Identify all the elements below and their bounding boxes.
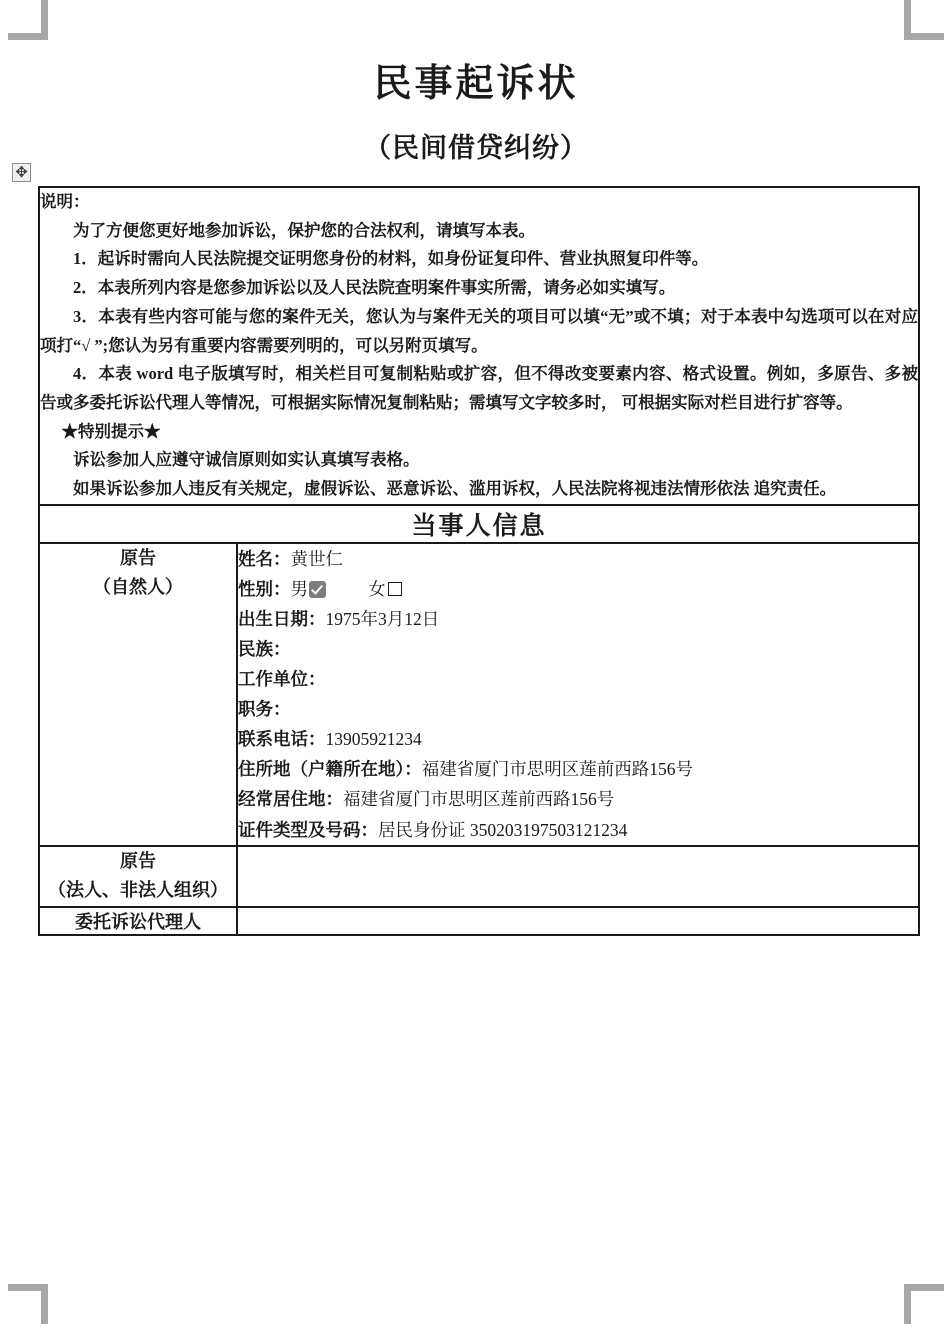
field-birth-date-label: 出生日期： bbox=[238, 608, 326, 629]
field-birth-date bbox=[238, 604, 918, 634]
field-id-document-label: 证件类型及号码： bbox=[238, 819, 378, 840]
page-subtitle: （民间借贷纠纷） bbox=[364, 132, 588, 163]
field-birth-date-value[interactable]: 1975年3月12日 bbox=[325, 608, 440, 629]
instruction-paragraph-2: 2．本表所列内容是您参加诉讼以及人民法院查明案件事实所需，请务必如实填写。 bbox=[73, 278, 676, 298]
row-label-line-2: （自然人） bbox=[93, 577, 183, 598]
instruction-paragraph-1: 1．起诉时需向人民法院提交证明您身份的材料，如身份证复印件、营业执照复印件等。 bbox=[73, 249, 709, 269]
crop-mark-bottom-left bbox=[8, 1284, 48, 1324]
field-position bbox=[238, 694, 918, 724]
row-label-line-1: 原告 bbox=[120, 547, 156, 568]
instructions-heading: 说明： bbox=[40, 192, 90, 211]
checkbox-female-unchecked-icon[interactable] bbox=[388, 582, 402, 596]
field-id-document-value[interactable]: 居民身份证 350203197503121234 bbox=[378, 819, 628, 840]
special-notice-line-1: 如果诉讼参加人违反有关规定，虚假诉讼、恶意诉讼、滥用诉权，人民法院将视违法情形依法 追究责任。 bbox=[73, 479, 837, 499]
party-section-header-row bbox=[39, 505, 919, 543]
plaintiff-legal-entity-fields[interactable] bbox=[237, 846, 919, 907]
gender-male-label: 男 bbox=[290, 578, 308, 599]
field-work-unit bbox=[238, 664, 918, 694]
instruction-paragraph-3: 3．本表有些内容可能与您的案件无关，您认为与案件无关的项目可以填“无”或不填；对于本表中勾选项可以在对应项打“√ ”;您认为另有重要内容需要列明的，可以另附页填写。 bbox=[40, 306, 919, 355]
field-ethnicity-label: 民族： bbox=[238, 639, 291, 660]
field-gender-label: 性别： bbox=[238, 578, 291, 599]
row-label-plaintiff-natural-person bbox=[39, 543, 237, 846]
field-name-value[interactable]: 黄世仁 bbox=[290, 548, 343, 569]
field-work-unit-label: 工作单位： bbox=[238, 669, 326, 690]
table-row-plaintiff-natural-person bbox=[39, 543, 919, 846]
litigation-agent-fields[interactable] bbox=[237, 907, 919, 935]
table-row-plaintiff-legal-entity bbox=[39, 846, 919, 907]
table-row-litigation-agent bbox=[39, 907, 919, 935]
instructions-cell bbox=[39, 187, 919, 505]
page-title: 民事起诉状 bbox=[373, 63, 579, 105]
field-phone-value[interactable]: 13905921234 bbox=[325, 729, 422, 750]
special-notice-title: ★特别提示★ bbox=[61, 421, 161, 441]
field-domicile bbox=[238, 754, 918, 784]
litigation-form-table bbox=[38, 186, 920, 936]
row-label-line-2: （法人、非法人组织） bbox=[48, 880, 228, 901]
field-residence-label: 经常居住地： bbox=[238, 789, 343, 810]
instructions-row bbox=[39, 187, 919, 505]
crop-mark-bottom-right bbox=[904, 1284, 944, 1324]
row-label-line-1: 原告 bbox=[120, 850, 156, 871]
field-name-label: 姓名： bbox=[238, 548, 291, 569]
field-position-label: 职务： bbox=[238, 699, 291, 720]
field-gender bbox=[238, 574, 918, 604]
field-id-document bbox=[238, 815, 918, 845]
field-domicile-label: 住所地（户籍所在地）： bbox=[238, 759, 422, 780]
instruction-paragraph-0: 为了方便您更好地参加诉讼，保护您的合法权利，请填写本表。 bbox=[73, 220, 535, 240]
field-name bbox=[238, 544, 918, 574]
special-notice-line-0: 诉讼参加人应遵守诚信原则如实认真填写表格。 bbox=[73, 450, 420, 470]
table-move-handle-icon[interactable]: ✥ bbox=[12, 163, 31, 182]
row-label-plaintiff-legal-entity bbox=[39, 846, 237, 907]
field-phone-label: 联系电话： bbox=[238, 729, 326, 750]
row-label-litigation-agent: 委托诉讼代理人 bbox=[39, 907, 237, 935]
field-phone bbox=[238, 724, 918, 754]
field-residence-value[interactable]: 福建省厦门市思明区莲前西路156号 bbox=[343, 789, 615, 810]
gender-female-label: 女 bbox=[368, 578, 386, 599]
field-domicile-value[interactable]: 福建省厦门市思明区莲前西路156号 bbox=[421, 759, 693, 780]
checkbox-male-checked-icon[interactable] bbox=[309, 581, 326, 598]
instruction-paragraph-4: 4．本表 word 电子版填写时，相关栏目可复制粘贴或扩容，但不得改变要素内容、格式设置。例如，多原告、多被告或多委托诉讼代理人等情况，可根据实际情况复制粘贴；需填写文字较多时， 可根据实际对栏目进行扩容等。 bbox=[40, 364, 919, 412]
plaintiff-natural-person-fields bbox=[237, 543, 919, 846]
party-section-header: 当事人信息 bbox=[39, 505, 919, 543]
field-ethnicity bbox=[238, 634, 918, 664]
field-residence bbox=[238, 784, 918, 814]
